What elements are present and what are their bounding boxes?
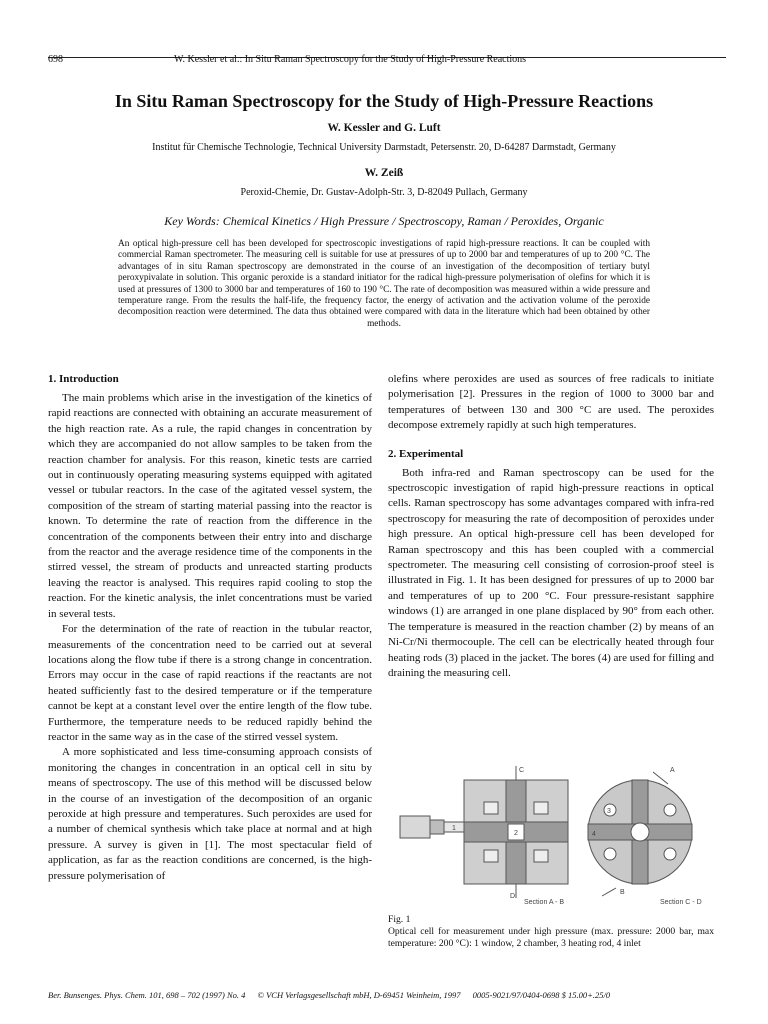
section-heading-experimental: 2. Experimental	[388, 447, 464, 460]
paragraph: olefins where peroxides are used as sources of free radicals to initiate polymerisation [2]. Pressures in the region of 1000 to 3000 bar and temperatures of between 130 and 300 °C are used. The peroxides decompose extremely rapidly at such high temperatures.	[388, 373, 714, 432]
callout-3: 3	[607, 808, 611, 815]
abstract: An optical high-pressure cell has been developed for spectroscopic investigations of rapid high-pressure reactions. It can be coupled with commercial Raman spectrometer. The measuring cell is suitable for use at pressures of up to 2000 bar and temperatures of up to 200 °C. The advantages of in situ Raman spectroscopy are demonstrated in the course of an investigation of the decomposition of tertiary butyl peroxypivalate in solution. This organic peroxide is a standard initiator for the radical high-pressure polymerisation of olefins for which it is used at pressures of 1300 to 3000 bar and temperatures of 160 to 190 °C. The rate of decomposition was measured within a wide pressure and temperature range. From the results the half-life, the frequency factor, the energy of activation and the activation volume of the peroxide decomposition reaction were determined. The data thus obtained were compared with data in the literature which had been obtained by other methods.	[118, 239, 650, 329]
section-line-b	[602, 888, 616, 896]
footer-code: 0005-9021/97/0404-0698 $ 15.00+.25/0	[472, 990, 611, 1000]
running-title: W. Kessler et al.: In Situ Raman Spectroscopy for the Study of High-Pressure Reactions	[174, 54, 527, 65]
section-cd-label: Section C - D	[660, 899, 702, 906]
running-header	[48, 54, 726, 65]
cd-chamber-shape	[631, 823, 649, 841]
callout-1: 1	[452, 825, 456, 832]
callout-2: 2	[514, 830, 518, 837]
heater-block-shape	[484, 850, 498, 862]
heating-rod-shape	[664, 848, 676, 860]
article-title: In Situ Raman Spectroscopy for the Study of High-Pressure Reactions	[114, 91, 654, 111]
paragraph: Both infra-red and Raman spectroscopy can be used for the spectroscopic investigation of rapid high-pressure reactions in optical cells. Raman spectroscopy has some advantages compared with infra-red spectroscopy for measuring the rate of decomposition of peroxides under high pressure. An optical high-pressure cell has been developed for Raman spectroscopy and this has been coupled with a commercial spectrometer. The measuring cell consisting of corrosion-proof steel is illustrated in Fig. 1. It has been designed for pressures of up to 2000 bar and temperatures of up to 200 °C. Four pressure-resistant sapphire windows (1) are arranged in one plane displaced by 90° from each other. The temperature is measured in the reaction chamber (2) by means of an Ni-Cr/Ni thermocouple. The cell can be electrically heated through four heating rods (3) placed in the jacket. The bores (4) are used for filling and draining the measuring cell.	[388, 466, 714, 679]
figure-caption-label: Fig. 1	[388, 914, 411, 925]
heater-block-shape	[534, 850, 548, 862]
page-footer	[48, 990, 730, 1000]
window-holder-shape	[400, 816, 430, 838]
keywords: Key Words: Chemical Kinetics / High Pressure / Spectroscopy, Raman / Peroxides, Organic	[164, 214, 604, 228]
page-number: 698	[48, 54, 63, 65]
figure-caption-text: Optical cell for measurement under high pressure (max. pressure: 2000 bar, max temperature: 200 °C): 1 window, 2 chamber, 3 heating rod, 4 inlet	[388, 926, 714, 949]
right-column	[388, 372, 714, 681]
section-ab-label: Section A - B	[524, 899, 565, 906]
label-d: D	[510, 893, 516, 900]
callout-4: 4	[592, 831, 596, 838]
figure-caption	[388, 914, 714, 950]
label-b: B	[620, 889, 625, 896]
authors-secondary: W. Zeiß	[364, 167, 404, 179]
paragraph: A more sophisticated and less time-consuming approach consists of monitoring the changes in concentration in an optical cell in situ by means of spectroscopy. The use of this method will be discussed below in the course of an investigation of the decomposition of an organic peroxide at high pressure and temperatures. Such peroxides are used for a number of chemical synthesis which take place at normal and at high pressure. A survey is given in [1]. The most spectacular field of application, as far as the reaction conditions are concerned, is the high-pressure polymerisation of	[48, 746, 372, 882]
left-column	[48, 372, 372, 884]
affiliation-primary: Institut für Chemische Technologie, Technical University Darmstadt, Petersenstr. 20, D-64287 Darmstadt, Germany	[152, 142, 616, 153]
footer-journal: Ber. Bunsenges. Phys. Chem. 101, 698 – 702 (1997) No. 4	[48, 990, 246, 1000]
heater-block-shape	[534, 802, 548, 814]
window-nut-shape	[430, 820, 444, 834]
heating-rod-shape	[664, 804, 676, 816]
label-c: C	[519, 767, 525, 774]
heater-block-shape	[484, 802, 498, 814]
paragraph: For the determination of the rate of reaction in the tubular reactor, measurements of the concentration need to be carried out at several locations along the flow tube if there is a strong change in concentration. Errors may occur in the case of rapid reactions if the reactants are not heated sufficiently fast to the desired temperature or if the temperature cannot be kept at a constant level over the entire length of the flow tube. Furthermore, the temperature needs to be reduced rapidly behind the reactor in the same way as in the case of the stirred vessel system.	[48, 623, 372, 743]
figure-1	[388, 758, 714, 908]
footer-publisher: © VCH Verlagsgesellschaft mbH, D-69451 Weinheim, 1997	[257, 990, 461, 1000]
section-heading-introduction: 1. Introduction	[48, 373, 119, 385]
label-a: A	[670, 767, 675, 774]
optical-cell-drawing	[388, 758, 714, 908]
paragraph: The main problems which arise in the investigation of the kinetics of rapid reactions are connected with obtaining an accurate measurement of the high reaction rate. As a rule, the rapid changes in concentration by which they are accompanied do not allow samples to be taken from the reaction chamber for analysis. For this reason, kinetic tests are carried out in continuously operating measuring systems equipped with agitated vessel or tubular reactors. In the case of the agitated vessel system, the composition of the stream of starting material passing into the reactor is known. To determine the rate of reaction from the difference in the concentration of the components between their entry into and discharge from the reactor and the average residence time of the components in the stirred vessel, the stream of products and unreacted starting products leaving the reactor is analysed. This requires rapid cooling to stop the reaction. For the kinetic analysis, the inlet concentrations must be varied in several tests.	[48, 392, 372, 620]
authors-primary: W. Kessler and G. Luft	[327, 122, 441, 134]
affiliation-secondary: Peroxid-Chemie, Dr. Gustav-Adolph-Str. 3, D-82049 Pullach, Germany	[240, 187, 528, 198]
heating-rod-shape	[604, 848, 616, 860]
